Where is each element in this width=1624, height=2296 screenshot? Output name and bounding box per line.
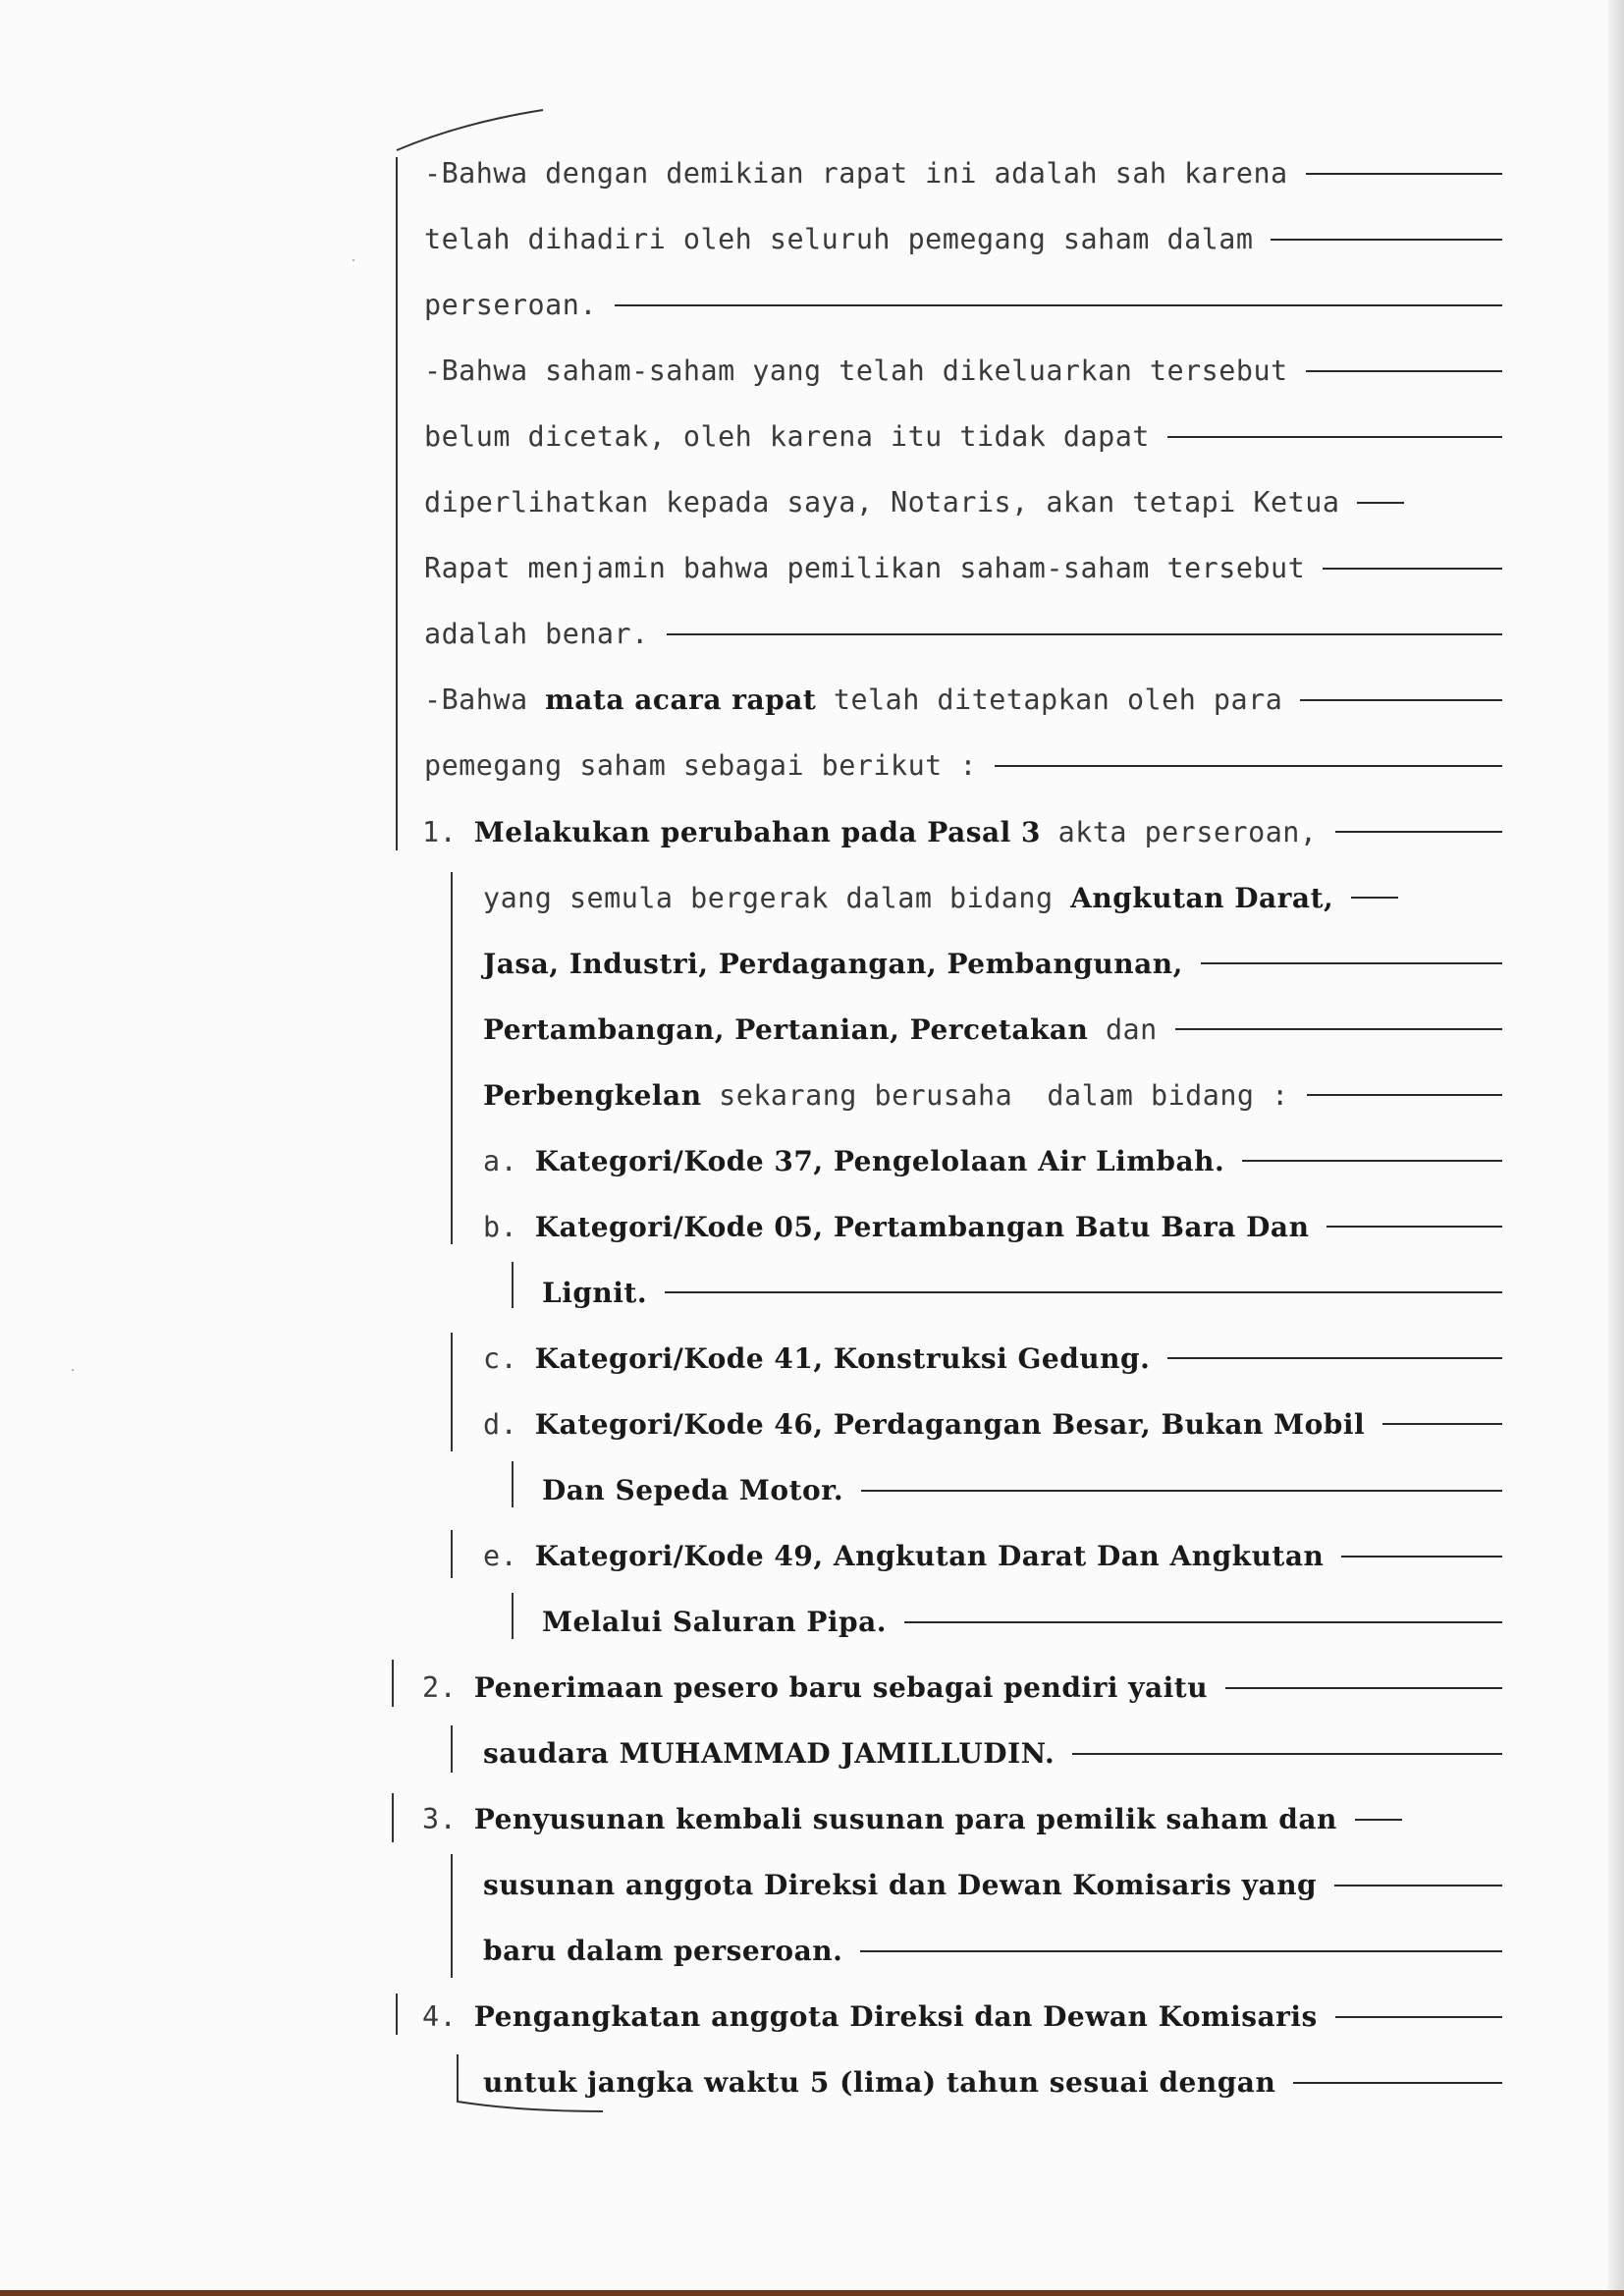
bold-text: Dan Sepeda Motor. [542,1474,844,1506]
filler-dash [1300,699,1502,701]
line-text [483,1540,1324,1572]
line-text [483,1737,1055,1770]
filler-dash [1167,1357,1502,1359]
filler-dash [1167,436,1502,438]
text-line [424,667,1502,733]
filler-dash [665,1291,1502,1293]
text: telah dihadiri oleh seluruh pemegang saham dalam [424,223,1254,256]
filler-dash [1323,568,1502,570]
bold-text: Kategori/Kode 46, Perdagangan Besar, Bukan Mobil [534,1407,1366,1441]
bold-text: Penyusunan kembali susunan para pemilik saham dan [473,1803,1337,1836]
text-line [422,1984,1502,2050]
scan-edge-strip [0,2290,1624,2296]
filler-dash [615,304,1502,306]
line-text [424,420,1150,453]
bold-text: Melalui Saluran Pipa. [542,1606,887,1639]
line-text [483,1342,1150,1375]
text-line [424,272,1502,338]
line-text [422,1671,1208,1704]
text-line [483,1128,1502,1194]
text: adalah benar. [424,618,649,651]
text: a. [483,1144,535,1177]
line-text [424,223,1253,255]
text-line [424,140,1502,206]
text: 3. [422,1803,474,1836]
text-line [422,1786,1502,1852]
text: telah ditetapkan oleh para [816,683,1283,717]
filler-dash [1351,897,1398,899]
filler-dash [1175,1028,1502,1030]
text: 1. [422,815,474,848]
text-line [483,1326,1502,1392]
bold-text: mata acara rapat [545,683,817,717]
bold-text: Kategori/Kode 05, Pertambangan Batu Bara Dan [534,1210,1310,1243]
line-text [422,1803,1337,1835]
line-text [424,355,1288,387]
text: -Bahwa dengan demikian rapat ini adalah sah karena [424,157,1288,190]
text-line [483,1194,1502,1260]
text-line [424,535,1502,601]
filler-dash [1357,502,1404,504]
filler-dash [1335,831,1503,833]
filler-dash [1072,1753,1502,1755]
bold-text: susunan anggota Direksi dan Dewan Komisaris yang [483,1869,1318,1902]
filler-dash [860,1950,1502,1952]
line-text [424,552,1305,584]
bold-text: Lignit. [542,1276,648,1309]
bold-text: baru dalam perseroan. [483,1935,843,1968]
filler-dash [861,1490,1502,1492]
text: d. [483,1407,535,1441]
text-line [422,1655,1502,1721]
text-line [483,1392,1502,1457]
text: e. [483,1540,535,1573]
line-text [483,1145,1224,1177]
line-text [483,2066,1275,2099]
text: 2. [422,1671,474,1705]
bold-text: untuk jangka waktu 5 (lima) tahun sesuai dengan [483,2066,1276,2100]
line-text [483,1013,1158,1046]
filler-dash [1307,1094,1502,1096]
text: -Bahwa saham-saham yang telah dikeluarkan tersebut [424,355,1288,388]
text: dan [1088,1012,1158,1046]
filler-dash [995,765,1502,767]
text-line [483,1721,1502,1786]
line-text [483,882,1333,914]
line-text [424,486,1339,519]
bold-text: Penerimaan pesero baru sebagai pendiri yaitu [473,1671,1209,1705]
text-line [542,1457,1502,1523]
bold-text: Pertambangan, Pertanian, Percetakan [483,1012,1089,1046]
filler-dash [1271,239,1502,241]
text-line [483,1918,1502,1984]
text: c. [483,1341,535,1375]
filler-dash [1355,1819,1402,1821]
filler-dash [1293,2082,1502,2084]
line-text [424,749,977,782]
text-line [483,1523,1502,1589]
text-line [483,1063,1502,1128]
line-text [424,157,1288,190]
line-text [542,1474,843,1506]
bold-text: Melakukan perubahan pada Pasal 3 [473,815,1042,848]
line-text [422,2000,1318,2033]
line-text [542,1277,647,1309]
filler-dash [1201,962,1502,964]
text: akta perseroan, [1041,815,1318,848]
line-text [422,816,1318,848]
text-line [424,404,1502,469]
filler-dash [1242,1160,1502,1162]
text: yang semula bergerak dalam bidang [483,881,1071,914]
line-text [483,1935,842,1967]
text-line [483,1852,1502,1918]
line-text [483,1408,1365,1441]
text: b. [483,1210,535,1243]
bold-text: Kategori/Kode 49, Angkutan Darat Dan Angkutan [534,1540,1325,1573]
line-text [424,289,597,321]
bold-text: Angkutan Darat, [1070,881,1334,914]
line-text [424,618,649,650]
text-line [424,338,1502,404]
text-line [542,1260,1502,1326]
line-text [483,1869,1317,1901]
bold-text: Jasa, Industri, Perdagangan, Pembangunan, [483,947,1183,980]
filler-dash [1306,173,1502,175]
text: 4. [422,2000,474,2034]
text: pemegang saham sebagai berikut : [424,749,977,783]
filler-dash [1225,1687,1502,1689]
filler-dash [1335,2016,1502,2018]
filler-dash [904,1621,1502,1623]
text: sekarang berusaha dalam bidang : [701,1078,1289,1112]
bold-text: saudara MUHAMMAD JAMILLUDIN. [483,1737,1056,1771]
text: diperlihatkan kepada saya, Notaris, akan tetapi Ketua [424,486,1340,519]
line-text [542,1606,887,1638]
text-line [424,469,1502,535]
bold-text: Perbengkelan [483,1078,702,1112]
text-line [483,931,1502,997]
filler-dash [1306,370,1502,372]
text-line [542,1589,1502,1655]
text-line [424,206,1502,272]
text: -Bahwa [424,683,546,717]
text-line [424,733,1502,798]
filler-dash [667,633,1502,635]
filler-dash [1382,1423,1502,1425]
text-line [422,799,1502,865]
text-line [483,865,1502,931]
filler-dash [1326,1226,1502,1228]
bold-text: Kategori/Kode 37, Pengelolaan Air Limbah. [534,1144,1225,1177]
filler-dash [1341,1556,1502,1558]
text: Rapat menjamin bahwa pemilikan saham-saham tersebut [424,552,1306,585]
speck [352,259,354,261]
line-text [483,1211,1309,1243]
text-line [424,601,1502,667]
filler-dash [1334,1885,1502,1886]
speck-2 [72,1369,74,1371]
line-text [424,683,1282,716]
bold-text: Pengangkatan anggota Direksi dan Dewan Komisaris [473,2000,1318,2034]
text: belum dicetak, oleh karena itu tidak dapat [424,420,1150,454]
bold-text: Kategori/Kode 41, Konstruksi Gedung. [534,1341,1151,1375]
text-line [483,997,1502,1063]
line-text [483,948,1183,980]
line-text [483,1079,1289,1112]
text-line [483,2050,1502,2115]
text: perseroan. [424,289,597,322]
